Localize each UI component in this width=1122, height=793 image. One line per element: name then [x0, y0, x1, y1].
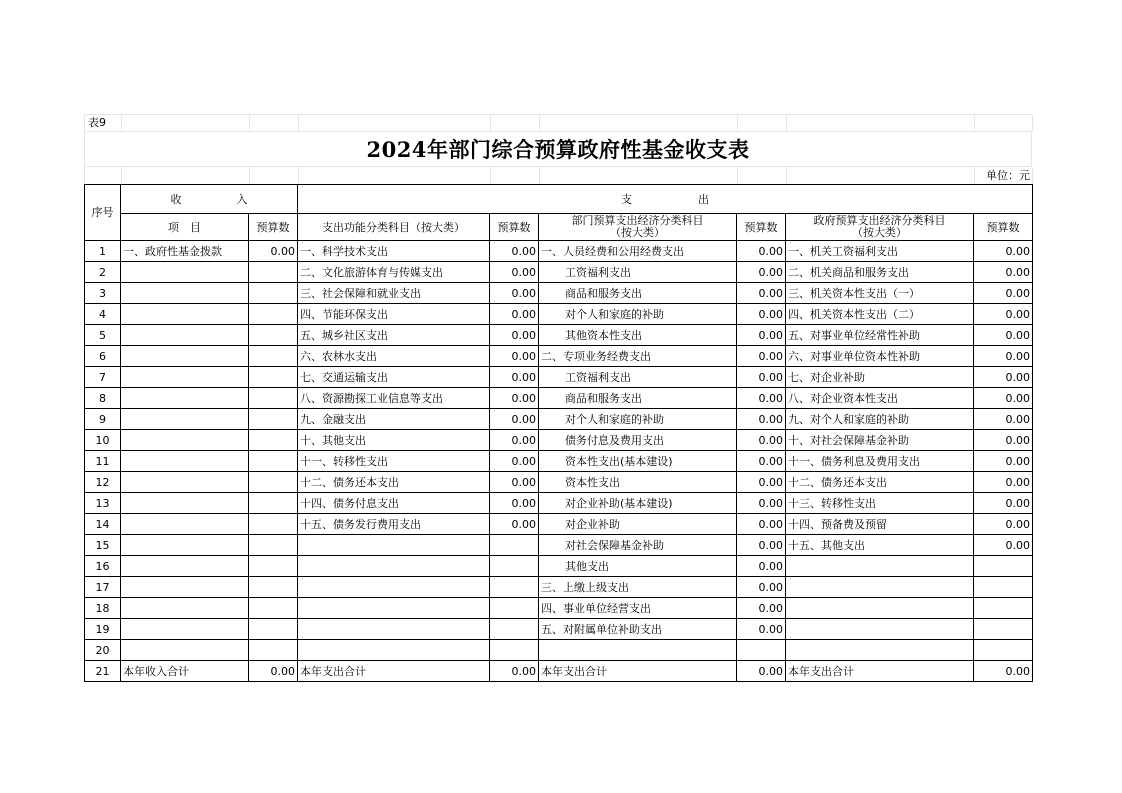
income-item-cell [121, 430, 249, 451]
func-class-item-cell: 十五、债务发行费用支出 [298, 514, 490, 535]
gov-econ-amount-cell: 0.00 [974, 409, 1033, 430]
header-dept-econ [539, 214, 737, 241]
gov-econ-amount-cell [974, 598, 1033, 619]
gov-econ-item-cell: 十三、转移性支出 [786, 493, 974, 514]
income-amount-cell [249, 388, 298, 409]
gov-econ-amount-cell: 0.00 [974, 283, 1033, 304]
dept-econ-amount-cell: 0.00 [737, 304, 786, 325]
func-class-item-cell [298, 598, 490, 619]
income-item-cell [121, 472, 249, 493]
table-row [85, 493, 1033, 514]
header-budget-income: 预算数 [249, 214, 298, 241]
row-number-cell: 2 [85, 262, 121, 283]
gov-econ-item-cell: 六、对事业单位资本性补助 [786, 346, 974, 367]
dept-econ-item-cell: 对企业补助(基本建设) [539, 493, 737, 514]
row-number-cell: 1 [85, 241, 121, 262]
dept-econ-amount-cell: 0.00 [737, 661, 786, 682]
income-amount-cell [249, 367, 298, 388]
dept-econ-item-cell: 商品和服务支出 [539, 283, 737, 304]
dept-econ-amount-cell: 0.00 [737, 283, 786, 304]
func-class-amount-cell [490, 598, 539, 619]
gov-econ-amount-cell: 0.00 [974, 430, 1033, 451]
header-budget-gov: 预算数 [974, 214, 1033, 241]
gov-econ-item-cell: 一、机关工资福利支出 [786, 241, 974, 262]
header-seq: 序号 [85, 185, 121, 241]
row-number-cell: 20 [85, 640, 121, 661]
gov-econ-amount-cell: 0.00 [974, 325, 1033, 346]
dept-econ-item-cell: 对个人和家庭的补助 [539, 304, 737, 325]
func-class-item-cell: 十一、转移性支出 [298, 451, 490, 472]
gov-econ-item-cell: 十、对社会保障基金补助 [786, 430, 974, 451]
dept-econ-item-cell: 资本性支出 [539, 472, 737, 493]
dept-econ-amount-cell: 0.00 [737, 409, 786, 430]
income-item-cell [121, 598, 249, 619]
gov-econ-amount-cell: 0.00 [974, 367, 1033, 388]
income-item-cell: 一、政府性基金拨款 [121, 241, 249, 262]
func-class-amount-cell: 0.00 [490, 514, 539, 535]
table-row [85, 598, 1033, 619]
func-class-amount-cell: 0.00 [490, 493, 539, 514]
income-amount-cell [249, 640, 298, 661]
income-item-cell [121, 640, 249, 661]
dept-econ-item-cell: 三、上缴上级支出 [539, 577, 737, 598]
gov-econ-item-cell: 五、对事业单位经常性补助 [786, 325, 974, 346]
row-number-cell: 18 [85, 598, 121, 619]
page-title: 2024年部门综合预算政府性基金收支表 [366, 137, 750, 162]
func-class-item-cell: 十二、债务还本支出 [298, 472, 490, 493]
row-number-cell: 9 [85, 409, 121, 430]
row-number-cell: 21 [85, 661, 121, 682]
table-row [85, 367, 1033, 388]
income-item-cell [121, 535, 249, 556]
func-class-amount-cell: 0.00 [490, 241, 539, 262]
dept-econ-amount-cell: 0.00 [737, 430, 786, 451]
dept-econ-amount-cell: 0.00 [737, 493, 786, 514]
table-row [85, 388, 1033, 409]
dept-econ-item-cell: 资本性支出(基本建设) [539, 451, 737, 472]
header-row-2 [85, 214, 1033, 241]
table-row [85, 241, 1033, 262]
gov-econ-amount-cell [974, 640, 1033, 661]
income-item-cell [121, 304, 249, 325]
dept-econ-amount-cell: 0.00 [737, 598, 786, 619]
income-amount-cell [249, 409, 298, 430]
gov-econ-item-cell: 七、对企业补助 [786, 367, 974, 388]
income-item-cell [121, 367, 249, 388]
dept-econ-item-cell [539, 640, 737, 661]
header-budget-dept: 预算数 [737, 214, 786, 241]
table-row [85, 262, 1033, 283]
dept-econ-amount-cell: 0.00 [737, 514, 786, 535]
table-row [85, 514, 1033, 535]
gov-econ-amount-cell: 0.00 [974, 472, 1033, 493]
table-row [85, 619, 1033, 640]
row-number-cell: 11 [85, 451, 121, 472]
gov-econ-item-cell: 十四、预备费及预留 [786, 514, 974, 535]
header-func-class: 支出功能分类科目（按大类） [298, 214, 490, 241]
table-row [85, 451, 1033, 472]
gov-econ-item-cell [786, 577, 974, 598]
dept-econ-amount-cell: 0.00 [737, 577, 786, 598]
func-class-item-cell: 九、金融支出 [298, 409, 490, 430]
func-class-item-cell: 六、农林水支出 [298, 346, 490, 367]
gov-econ-item-cell: 十一、债务利息及费用支出 [786, 451, 974, 472]
dept-econ-amount-cell: 0.00 [737, 367, 786, 388]
gov-econ-amount-cell: 0.00 [974, 346, 1033, 367]
gov-econ-item-cell [786, 556, 974, 577]
func-class-amount-cell [490, 640, 539, 661]
income-amount-cell [249, 472, 298, 493]
dept-econ-amount-cell: 0.00 [737, 346, 786, 367]
income-item-cell [121, 577, 249, 598]
table-row [85, 640, 1033, 661]
row-number-cell: 14 [85, 514, 121, 535]
dept-econ-amount-cell: 0.00 [737, 262, 786, 283]
gov-econ-item-cell [786, 640, 974, 661]
func-class-item-cell: 一、科学技术支出 [298, 241, 490, 262]
income-amount-cell [249, 598, 298, 619]
income-amount-cell [249, 283, 298, 304]
dept-econ-item-cell: 四、事业单位经营支出 [539, 598, 737, 619]
row-number-cell: 16 [85, 556, 121, 577]
dept-econ-amount-cell: 0.00 [737, 556, 786, 577]
dept-econ-item-cell: 工资福利支出 [539, 262, 737, 283]
func-class-amount-cell: 0.00 [490, 283, 539, 304]
row-number-cell: 5 [85, 325, 121, 346]
dept-econ-item-cell: 二、专项业务经费支出 [539, 346, 737, 367]
gov-econ-amount-cell: 0.00 [974, 514, 1033, 535]
header-item: 项 目 [121, 214, 249, 241]
gov-econ-amount-cell: 0.00 [974, 493, 1033, 514]
row-number-cell: 6 [85, 346, 121, 367]
dept-econ-amount-cell: 0.00 [737, 388, 786, 409]
unit-row [84, 166, 1032, 184]
gov-econ-amount-cell [974, 556, 1033, 577]
income-amount-cell [249, 430, 298, 451]
row-number-cell: 15 [85, 535, 121, 556]
dept-econ-item-cell: 工资福利支出 [539, 367, 737, 388]
dept-econ-item-cell: 债务付息及费用支出 [539, 430, 737, 451]
func-class-item-cell: 五、城乡社区支出 [298, 325, 490, 346]
func-class-amount-cell: 0.00 [490, 367, 539, 388]
func-class-item-cell [298, 535, 490, 556]
header-gov-econ-line1: 政府预算支出经济分类科目 [813, 214, 946, 227]
func-class-item-cell: 十、其他支出 [298, 430, 490, 451]
func-class-amount-cell [490, 556, 539, 577]
row-number-cell: 17 [85, 577, 121, 598]
dept-econ-item-cell: 五、对附属单位补助支出 [539, 619, 737, 640]
gov-econ-amount-cell [974, 619, 1033, 640]
table-row [85, 472, 1033, 493]
func-class-item-cell: 三、社会保障和就业支出 [298, 283, 490, 304]
income-amount-cell [249, 325, 298, 346]
gov-econ-item-cell: 四、机关资本性支出（二） [786, 304, 974, 325]
gov-econ-item-cell: 二、机关商品和服务支出 [786, 262, 974, 283]
income-amount-cell [249, 577, 298, 598]
table-tag-row [84, 114, 1032, 131]
income-item-cell [121, 451, 249, 472]
income-item-cell [121, 556, 249, 577]
func-class-item-cell: 本年支出合计 [298, 661, 490, 682]
income-item-cell [121, 325, 249, 346]
dept-econ-item-cell: 一、人员经费和公用经费支出 [539, 241, 737, 262]
dept-econ-item-cell: 对社会保障基金补助 [539, 535, 737, 556]
gov-econ-item-cell: 八、对企业资本性支出 [786, 388, 974, 409]
table-row [85, 409, 1033, 430]
title-row [84, 131, 1032, 166]
dept-econ-item-cell: 其他资本性支出 [539, 325, 737, 346]
table-row [85, 556, 1033, 577]
dept-econ-amount-cell [737, 640, 786, 661]
func-class-item-cell: 二、文化旅游体育与传媒支出 [298, 262, 490, 283]
income-amount-cell [249, 451, 298, 472]
income-item-cell [121, 409, 249, 430]
income-item-cell [121, 514, 249, 535]
func-class-amount-cell: 0.00 [490, 430, 539, 451]
income-item-cell [121, 388, 249, 409]
gov-econ-item-cell: 本年支出合计 [786, 661, 974, 682]
budget-sheet [84, 114, 1032, 682]
dept-econ-item-cell: 本年支出合计 [539, 661, 737, 682]
row-number-cell: 7 [85, 367, 121, 388]
row-number-cell: 13 [85, 493, 121, 514]
income-amount-cell [249, 346, 298, 367]
table-tag: 表9 [88, 116, 106, 129]
func-class-item-cell [298, 640, 490, 661]
income-amount-cell [249, 493, 298, 514]
table-row [85, 577, 1033, 598]
income-amount-cell [249, 556, 298, 577]
table-row [85, 661, 1033, 682]
table-row [85, 304, 1033, 325]
gov-econ-amount-cell: 0.00 [974, 535, 1033, 556]
unit-label: 单位：元 [986, 169, 1030, 182]
income-item-cell: 本年收入合计 [121, 661, 249, 682]
dept-econ-item-cell: 商品和服务支出 [539, 388, 737, 409]
func-class-amount-cell [490, 535, 539, 556]
gov-econ-amount-cell [974, 577, 1033, 598]
income-amount-cell: 0.00 [249, 241, 298, 262]
dept-econ-item-cell: 对个人和家庭的补助 [539, 409, 737, 430]
gov-econ-item-cell: 九、对个人和家庭的补助 [786, 409, 974, 430]
func-class-item-cell: 十四、债务付息支出 [298, 493, 490, 514]
fund-budget-table [84, 184, 1033, 682]
dept-econ-amount-cell: 0.00 [737, 619, 786, 640]
dept-econ-amount-cell: 0.00 [737, 535, 786, 556]
func-class-amount-cell [490, 619, 539, 640]
func-class-amount-cell: 0.00 [490, 262, 539, 283]
row-number-cell: 3 [85, 283, 121, 304]
gov-econ-amount-cell: 0.00 [974, 661, 1033, 682]
func-class-amount-cell: 0.00 [490, 409, 539, 430]
row-number-cell: 10 [85, 430, 121, 451]
income-item-cell [121, 262, 249, 283]
income-amount-cell [249, 514, 298, 535]
dept-econ-amount-cell: 0.00 [737, 472, 786, 493]
header-gov-econ-line2: （按大类） [852, 226, 907, 239]
gov-econ-amount-cell: 0.00 [974, 262, 1033, 283]
header-expense: 支 出 [298, 185, 1033, 214]
table-row [85, 430, 1033, 451]
table-row [85, 325, 1033, 346]
func-class-amount-cell: 0.00 [490, 661, 539, 682]
func-class-item-cell: 四、节能环保支出 [298, 304, 490, 325]
gov-econ-amount-cell: 0.00 [974, 241, 1033, 262]
func-class-item-cell: 七、交通运输支出 [298, 367, 490, 388]
gov-econ-item-cell: 十二、债务还本支出 [786, 472, 974, 493]
func-class-item-cell [298, 577, 490, 598]
func-class-amount-cell [490, 577, 539, 598]
table-row [85, 283, 1033, 304]
row-number-cell: 8 [85, 388, 121, 409]
income-amount-cell [249, 304, 298, 325]
header-dept-econ-line1: 部门预算支出经济分类科目 [571, 214, 704, 227]
table-row [85, 346, 1033, 367]
dept-econ-item-cell: 对企业补助 [539, 514, 737, 535]
row-number-cell: 19 [85, 619, 121, 640]
func-class-item-cell [298, 619, 490, 640]
dept-econ-amount-cell: 0.00 [737, 241, 786, 262]
header-row-1 [85, 185, 1033, 214]
gov-econ-item-cell: 三、机关资本性支出（一） [786, 283, 974, 304]
gov-econ-item-cell: 十五、其他支出 [786, 535, 974, 556]
header-budget-func: 预算数 [490, 214, 539, 241]
func-class-amount-cell: 0.00 [490, 451, 539, 472]
header-dept-econ-line2: （按大类） [610, 226, 665, 239]
func-class-amount-cell: 0.00 [490, 388, 539, 409]
func-class-amount-cell: 0.00 [490, 472, 539, 493]
income-item-cell [121, 619, 249, 640]
income-item-cell [121, 493, 249, 514]
dept-econ-amount-cell: 0.00 [737, 451, 786, 472]
income-item-cell [121, 346, 249, 367]
row-number-cell: 12 [85, 472, 121, 493]
income-amount-cell: 0.00 [249, 661, 298, 682]
header-income: 收 入 [121, 185, 298, 214]
gov-econ-amount-cell: 0.00 [974, 304, 1033, 325]
income-amount-cell [249, 535, 298, 556]
income-amount-cell [249, 619, 298, 640]
func-class-amount-cell: 0.00 [490, 325, 539, 346]
dept-econ-item-cell: 其他支出 [539, 556, 737, 577]
gov-econ-item-cell [786, 619, 974, 640]
func-class-amount-cell: 0.00 [490, 304, 539, 325]
header-gov-econ [786, 214, 974, 241]
gov-econ-item-cell [786, 598, 974, 619]
income-item-cell [121, 283, 249, 304]
func-class-item-cell: 八、资源勘探工业信息等支出 [298, 388, 490, 409]
row-number-cell: 4 [85, 304, 121, 325]
income-amount-cell [249, 262, 298, 283]
gov-econ-amount-cell: 0.00 [974, 388, 1033, 409]
table-row [85, 535, 1033, 556]
func-class-amount-cell: 0.00 [490, 346, 539, 367]
gov-econ-amount-cell: 0.00 [974, 451, 1033, 472]
dept-econ-amount-cell: 0.00 [737, 325, 786, 346]
func-class-item-cell [298, 556, 490, 577]
